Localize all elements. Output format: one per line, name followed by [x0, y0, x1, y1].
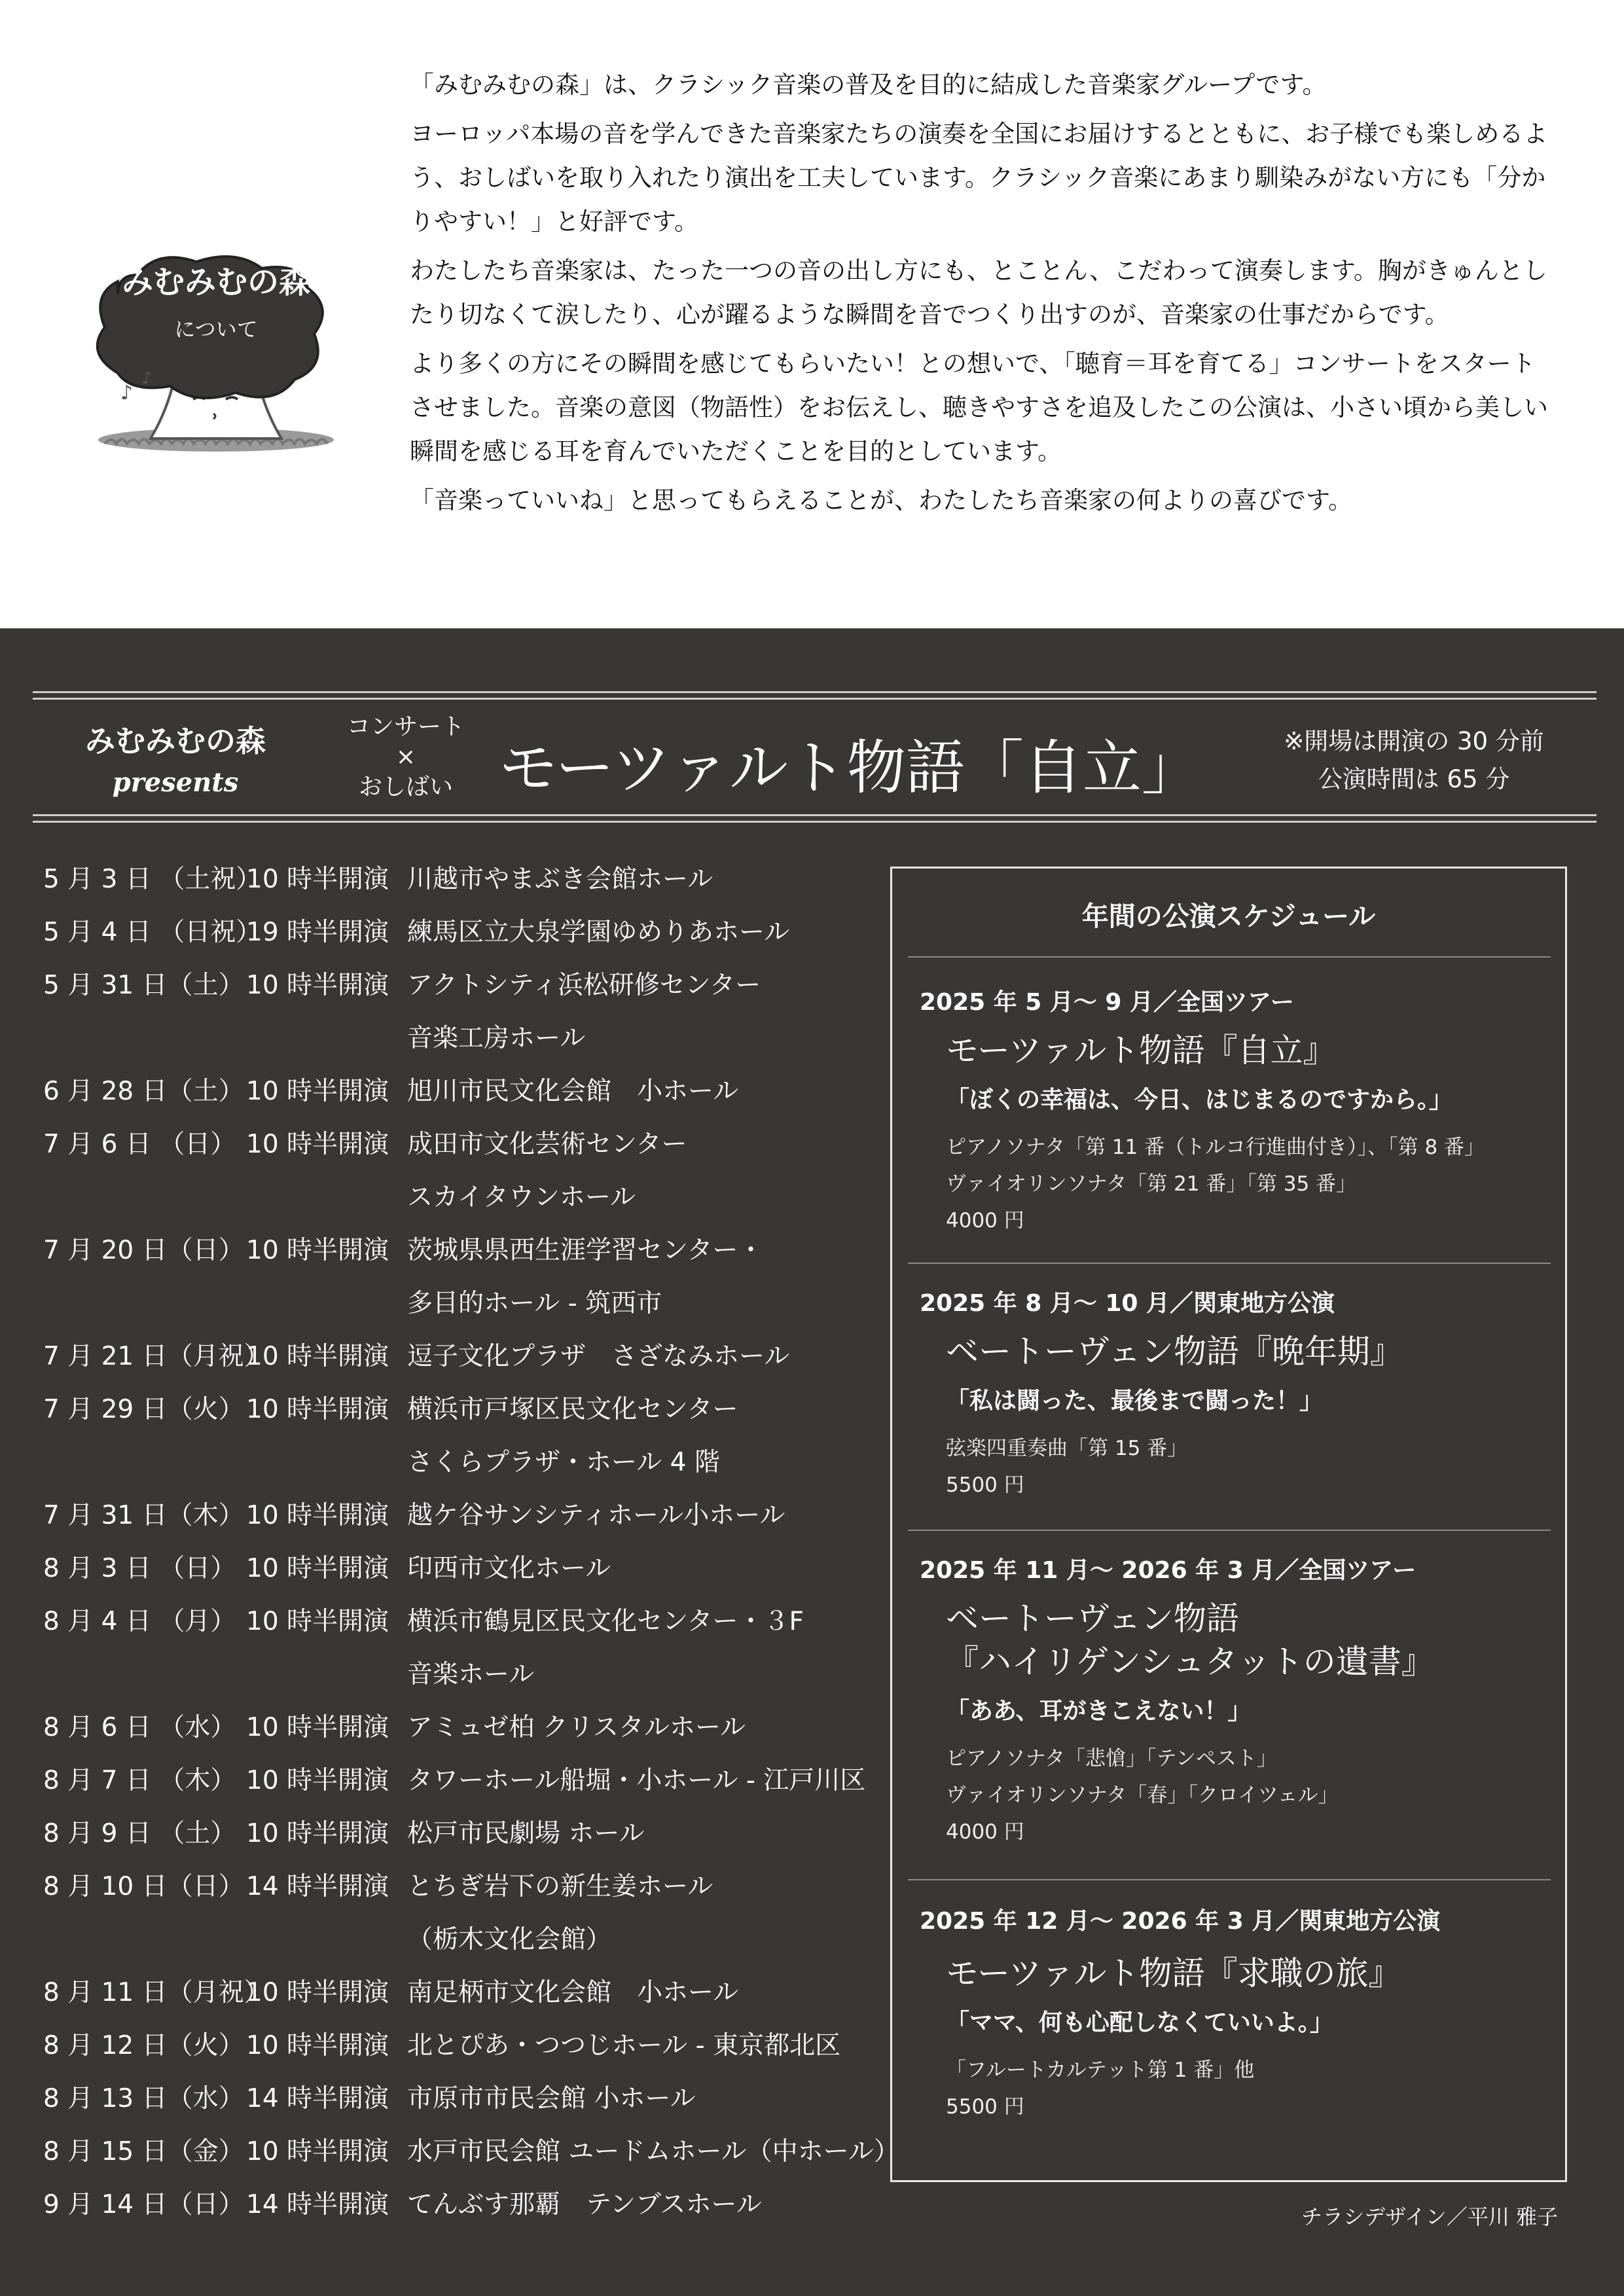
schedule-venue: 北とぴあ・つつじホール - 東京都北区: [407, 2031, 841, 2060]
schedule-time: 10 時半開演: [246, 1236, 389, 1265]
schedule-row: [43, 1859, 888, 1912]
genre-play: おしばい: [358, 774, 453, 800]
schedule-date: 7 月 6 日 （日）: [43, 1130, 236, 1159]
schedule-row: [43, 1329, 888, 1382]
schedule-date: 7 月 21 日（月祝）: [43, 1342, 270, 1371]
schedule-list: [43, 852, 899, 2231]
schedule-venue: 逗子文化プラザ さざなみホール: [407, 1342, 790, 1371]
block-price: 4000 円: [946, 1820, 1024, 1844]
annual-block: [920, 1903, 1548, 2125]
block-quote: 「ぼくの幸福は、今日、はじまるのですから。」: [946, 1086, 1453, 1113]
schedule-time: 10 時半開演: [246, 1342, 389, 1371]
divider: [908, 956, 1551, 958]
schedule-time: 14 時半開演: [246, 1872, 389, 1901]
schedule-row: [43, 1647, 888, 1700]
schedule-time: 10 時半開演: [246, 2031, 389, 2060]
block-title: ベートーヴェン物語『晩年期』: [946, 1333, 1403, 1371]
schedule-time: 10 時半開演: [246, 1766, 389, 1795]
schedule-date: 5 月 31 日（土）: [43, 971, 244, 1000]
schedule-row: [43, 1965, 888, 2018]
block-price: 4000 円: [946, 1209, 1024, 1232]
annual-block: [920, 1285, 1548, 1503]
block-quote: 「ああ、耳がきこえない！」: [946, 1698, 1252, 1725]
schedule-time: 10 時半開演: [246, 971, 389, 1000]
block-period: 2025 年 5 月〜 9 月／全国ツアー: [920, 989, 1294, 1016]
schedule-row: [43, 1806, 888, 1859]
schedule-time: 10 時半開演: [246, 865, 389, 894]
block-title: ベートーヴェン物語: [946, 1600, 1239, 1638]
schedule-time: 10 時半開演: [246, 1607, 389, 1636]
schedule-date: 8 月 13 日（水）: [43, 2084, 244, 2113]
schedule-venue: スカイタウンホール: [407, 1183, 636, 1212]
schedule-date: 8 月 3 日 （日）: [43, 1554, 236, 1583]
schedule-date: 6 月 28 日（土）: [43, 1077, 244, 1106]
header-rule: [33, 814, 1597, 816]
schedule-date: 7 月 29 日（火）: [43, 1395, 244, 1424]
schedule-venue: アクトシティ浜松研修センター: [407, 971, 761, 1000]
schedule-time: 10 時半開演: [246, 1819, 389, 1848]
note-doors: ※開場は開演の 30 分前: [1284, 727, 1544, 755]
about-section: [0, 0, 1624, 628]
schedule-venue: 旭川市民文化会館 小ホール: [407, 1077, 739, 1106]
divider: [908, 1263, 1551, 1264]
about-text: [410, 63, 1552, 528]
schedule-row: [43, 1700, 888, 1753]
schedule-date: 8 月 15 日（金）: [43, 2137, 244, 2166]
schedule-venue: 印西市文化ホール: [407, 1554, 611, 1583]
schedule-date: 8 月 7 日 （木）: [43, 1766, 236, 1795]
svg-text:♪: ♪: [120, 382, 134, 404]
schedule-row: [43, 1488, 888, 1541]
divider: [908, 1879, 1551, 1880]
genre-concert: コンサート: [346, 713, 465, 740]
schedule-date: 5 月 3 日 （土祝）: [43, 865, 262, 894]
schedule-row: [43, 1064, 888, 1117]
schedule-venue: とちぎ岩下の新生姜ホール: [407, 1872, 713, 1901]
schedule-time: 10 時半開演: [246, 1077, 389, 1106]
schedule-row: [43, 852, 888, 905]
note-duration: 公演時間は 65 分: [1318, 765, 1510, 793]
schedule-date: 8 月 6 日 （水）: [43, 1713, 236, 1742]
block-title: モーツァルト物語『自立』: [946, 1031, 1336, 1069]
annual-schedule-box: [890, 867, 1567, 2182]
genre-times: ×: [395, 744, 416, 770]
schedule-venue: 音楽工房ホール: [407, 1024, 586, 1053]
schedule-time: 10 時半開演: [246, 1130, 389, 1159]
block-quote: 「ママ、何も心配しなくていいよ。」: [946, 2009, 1333, 2036]
schedule-time: 14 時半開演: [246, 2190, 389, 2219]
block-period: 2025 年 12 月〜 2026 年 3 月／関東地方公演: [920, 1908, 1441, 1935]
header-genre: [327, 712, 484, 802]
schedule-row: [43, 958, 888, 1011]
schedule-time: 19 時半開演: [246, 918, 389, 947]
schedule-venue: 練馬区立大泉学園ゆめりあホール: [407, 918, 790, 947]
schedule-time: 14 時半開演: [246, 2084, 389, 2113]
schedule-time: 10 時半開演: [246, 1501, 389, 1530]
schedule-row: [43, 1541, 888, 1594]
schedule-row: [43, 2178, 888, 2231]
schedule-venue: 越ケ谷サンシティホール小ホール: [407, 1501, 785, 1530]
block-title: 『ハイリゲンシュタットの遺書』: [946, 1643, 1434, 1681]
about-paragraph: より多くの方にその瞬間を感じてもらいたい！との想いで、「聴育＝耳を育てる」コンサートをスタートさせました。音楽の意図（物語性）をお伝えし、聴きやすさを追及したこの公演は、小さい頃から美しい瞬間を感じる耳を育んでいただくことを目的としています。: [410, 350, 1548, 465]
schedule-date: 8 月 10 日（日）: [43, 1872, 244, 1901]
schedule-venue: 成田市文化芸術センター: [407, 1130, 687, 1159]
schedule-date: 9 月 14 日（日）: [43, 2190, 244, 2219]
annual-block: [920, 984, 1548, 1239]
schedule-date: 8 月 11 日（月祝）: [43, 1978, 270, 2007]
schedule-venue: （栃木文化会館）: [407, 1925, 612, 1954]
schedule-venue: 市原市市民会館 小ホール: [407, 2084, 696, 2113]
logo-subtitle: について: [174, 317, 258, 342]
schedule-row: [43, 1117, 888, 1170]
block-line: 「フルートカルテット第 1 番」他: [946, 2058, 1255, 2082]
annual-schedule-title: 年間の公演スケジュール: [1081, 901, 1376, 932]
about-paragraph: 「音楽っていいね」と思ってもらえることが、わたしたち音楽家の何よりの喜びです。: [410, 486, 1353, 514]
schedule-row: [43, 1912, 888, 1965]
schedule-row: [43, 1753, 888, 1806]
schedule-row: [43, 2018, 888, 2072]
header-rule: [33, 821, 1597, 823]
block-price: 5500 円: [946, 1473, 1024, 1497]
schedule-venue: 多目的ホール - 筑西市: [407, 1289, 662, 1318]
block-line: ピアノソナタ「第 11 番（トルコ行進曲付き）」、「第 8 番」: [946, 1136, 1485, 1159]
about-paragraph: わたしたち音楽家は、たった一つの音の出し方にも、とことん、こだわって演奏します。胸がきゅんとしたり切なくて涙したり、心が躍るような瞬間を音でつくり出すのが、音楽家の仕事だからです。: [410, 257, 1547, 329]
schedule-row: [43, 1170, 888, 1223]
schedule-row: [43, 2072, 888, 2125]
header-presents: presents: [112, 767, 239, 798]
schedule-date: 7 月 20 日（日）: [43, 1236, 244, 1265]
logo-title: みむみむの森: [121, 264, 310, 300]
schedule-venue: 茨城県県西生涯学習センター・: [407, 1236, 764, 1265]
schedule-venue: アミュゼ柏 クリスタルホール: [407, 1713, 746, 1742]
schedule-row: [43, 1223, 888, 1276]
schedule-venue: 横浜市戸塚区民文化センター: [407, 1395, 738, 1424]
schedule-row: [43, 1594, 888, 1647]
header-rule: [33, 698, 1597, 700]
block-title: モーツァルト物語『求職の旅』: [946, 1954, 1401, 1992]
schedule-row: [43, 2125, 899, 2178]
block-line: 弦楽四重奏曲「第 15 番」: [946, 1437, 1188, 1460]
schedule-date: 8 月 12 日（火）: [43, 2031, 244, 2060]
schedule-row: [43, 905, 888, 958]
schedule-time: 10 時半開演: [246, 1978, 389, 2007]
schedule-date: 5 月 4 日 （日祝）: [43, 918, 262, 947]
schedule-row: [43, 1011, 888, 1064]
schedule-row: [43, 1276, 888, 1329]
block-line: ヴァイオリンソナタ「春」「クロイツェル」: [946, 1784, 1339, 1807]
block-period: 2025 年 8 月〜 10 月／関東地方公演: [920, 1290, 1335, 1317]
header-note: [1257, 723, 1571, 798]
block-line: ヴァイオリンソナタ「第 21 番」「第 35 番」: [946, 1172, 1357, 1196]
divider: [908, 1530, 1551, 1531]
schedule-date: 7 月 31 日（木）: [43, 1501, 244, 1530]
schedule-venue: 松戸市民劇場 ホール: [407, 1819, 645, 1848]
schedule-date: 8 月 4 日 （月）: [43, 1607, 236, 1636]
svg-text:♪: ♪: [141, 368, 153, 388]
annual-block: [920, 1552, 1548, 1850]
header-logo: みむみむの森: [85, 723, 266, 759]
schedule-time: 10 時半開演: [246, 1554, 389, 1583]
schedule-venue: 川越市やまぶき会館ホール: [407, 865, 713, 894]
schedule-venue: さくらプラザ・ホール 4 階: [407, 1448, 720, 1477]
header-rule: [33, 691, 1597, 693]
block-price: 5500 円: [946, 2095, 1024, 2119]
block-quote: 「私は闘った、最後まで闘った！」: [946, 1388, 1324, 1414]
schedule-row: [43, 1435, 888, 1488]
about-paragraph: 「みむみむの森」は、クラシック音楽の普及を目的に結成した音楽家グループです。: [410, 71, 1327, 99]
schedule-time: 10 時半開演: [246, 1713, 389, 1742]
schedule-venue: タワーホール船堀・小ホール - 江戸川区: [407, 1766, 866, 1795]
schedule-row: [43, 1382, 888, 1435]
block-line: ピアノソナタ「悲愴」「テンペスト」: [946, 1747, 1277, 1770]
schedule-venue: 南足柄市文化会館 小ホール: [407, 1978, 739, 2007]
schedule-venue: てんぶす那覇 テンブスホール: [407, 2190, 762, 2219]
schedule-time: 10 時半開演: [246, 1395, 389, 1424]
design-credit: チラシデザイン／平川 雅子: [1301, 2204, 1558, 2229]
schedule-date: 8 月 9 日 （土）: [43, 1819, 236, 1848]
schedule-time: 10 時半開演: [246, 2137, 389, 2166]
schedule-venue: 横浜市鶴見区民文化センター・３F: [407, 1607, 804, 1636]
block-period: 2025 年 11 月〜 2026 年 3 月／全国ツアー: [920, 1557, 1416, 1584]
schedule-venue: 水戸市民会館 ユードムホール（中ホール）: [407, 2137, 899, 2166]
concert-title: モーツァルト物語「自立」: [499, 734, 1200, 802]
schedule-venue: 音楽ホール: [407, 1660, 535, 1689]
about-paragraph: ヨーロッパ本場の音を学んできた音楽家たちの演奏を全国にお届けするとともに、お子様でも楽しめるよう、おしばいを取り入れたり演出を工夫しています。クラシック音楽にあまり馴染みがない方にも「分かりやすい！」と好評です。: [410, 120, 1548, 236]
